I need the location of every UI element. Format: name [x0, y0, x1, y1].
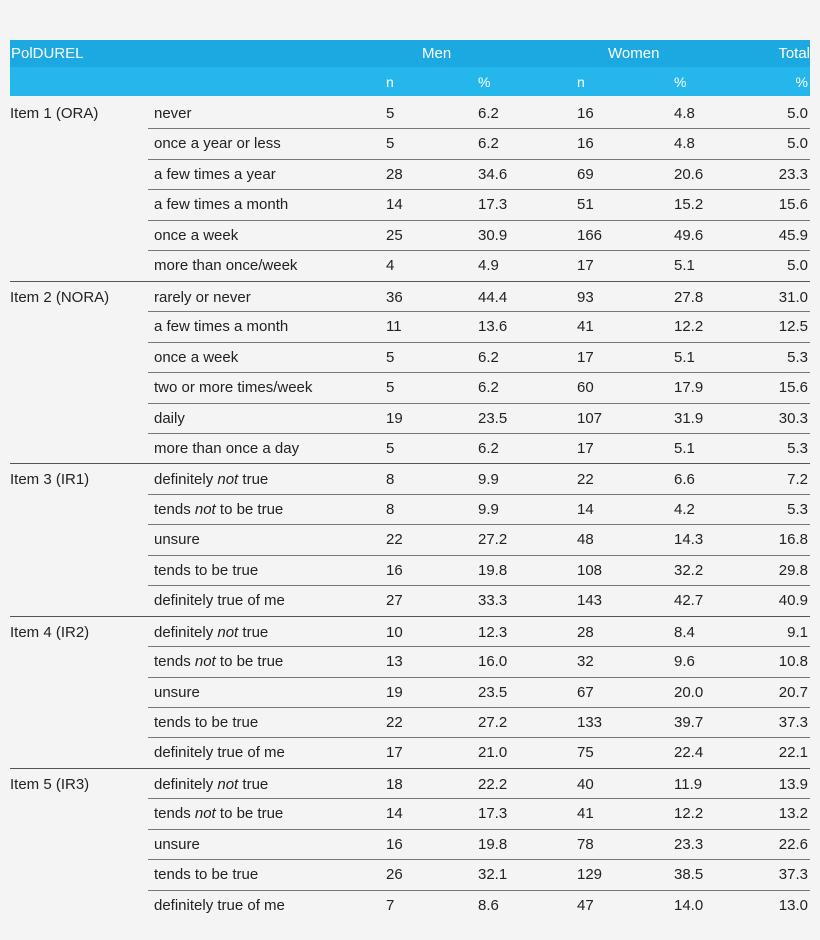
women-n-cell: 75: [577, 744, 594, 762]
men-n-cell: 5: [386, 348, 395, 366]
men-pct-cell: 19.8: [478, 561, 508, 579]
response-label: definitely not true: [154, 623, 269, 641]
row-divider: [148, 798, 810, 799]
women-pct-cell: 17.9: [674, 379, 704, 397]
men-n-cell: 13: [386, 653, 403, 671]
subhead-men-n: n: [386, 74, 394, 90]
table-row: [10, 890, 810, 920]
women-n-cell: 143: [577, 592, 603, 610]
response-label: tends to be true: [154, 714, 259, 731]
women-n-cell: 60: [577, 379, 594, 397]
men-n-cell: 28: [386, 165, 403, 183]
total-pct-cell: 15.6: [778, 379, 808, 397]
row-divider: [148, 220, 810, 221]
women-pct-cell: 20.6: [674, 165, 704, 183]
table-row: [10, 433, 810, 463]
subhead-men-pct: %: [478, 74, 491, 90]
men-n-cell: 25: [386, 226, 403, 244]
men-n-cell: 5: [386, 105, 395, 122]
men-pct-cell: 6.2: [478, 105, 499, 122]
women-n-cell: 14: [577, 500, 594, 518]
total-pct-cell: 5.3: [787, 500, 808, 518]
total-pct-cell: 5.0: [787, 105, 808, 122]
women-pct-cell: 12.2: [674, 805, 704, 823]
response-label: daily: [154, 409, 185, 427]
men-n-cell: 19: [386, 683, 403, 701]
women-pct-cell: 14.3: [674, 531, 704, 549]
total-pct-cell: 13.9: [778, 775, 808, 793]
table-row: [10, 616, 810, 647]
women-pct-cell: 4.8: [674, 105, 695, 122]
row-divider: [148, 585, 810, 586]
row-divider: [148, 890, 810, 891]
row-divider: [148, 342, 810, 343]
row-divider: [148, 555, 810, 556]
total-pct-cell: 9.1: [787, 623, 808, 641]
men-pct-cell: 13.6: [478, 318, 508, 336]
row-divider: [148, 372, 810, 373]
table-row: [10, 737, 810, 767]
women-pct-cell: 4.2: [674, 500, 695, 518]
women-pct-cell: 12.2: [674, 318, 704, 336]
response-label: rarely or never: [154, 288, 251, 306]
women-pct-cell: 6.6: [674, 471, 695, 489]
men-n-cell: 4: [386, 257, 395, 275]
women-n-cell: 69: [577, 165, 594, 183]
men-pct-cell: 9.9: [478, 471, 499, 489]
total-pct-cell: 31.0: [778, 288, 808, 306]
response-label: definitely true of me: [154, 592, 285, 610]
table-row: [10, 281, 810, 312]
subhead-total-pct: %: [795, 74, 808, 90]
response-label: once a week: [154, 348, 239, 366]
women-n-cell: 17: [577, 439, 594, 457]
women-pct-cell: 31.9: [674, 409, 704, 427]
women-n-cell: 16: [577, 135, 594, 153]
table-row: [10, 98, 810, 128]
response-label: definitely true of me: [154, 744, 285, 762]
row-divider: [148, 737, 810, 738]
men-pct-cell: 4.9: [478, 257, 499, 275]
item-label: Item 1 (ORA): [10, 105, 99, 122]
total-pct-cell: 20.7: [778, 683, 808, 701]
total-pct-cell: 5.0: [787, 257, 808, 275]
item-label: Item 4 (IR2): [10, 623, 90, 641]
row-divider: [148, 829, 810, 830]
total-pct-cell: 37.3: [778, 866, 808, 884]
total-pct-cell: 45.9: [778, 226, 808, 244]
total-pct-cell: 13.2: [778, 805, 808, 823]
response-label: a few times a year: [154, 165, 276, 183]
men-n-cell: 8: [386, 500, 395, 518]
men-n-cell: 16: [386, 835, 403, 853]
response-label: definitely true of me: [154, 896, 285, 914]
table-row: [10, 311, 810, 341]
women-n-cell: 129: [577, 866, 603, 884]
response-label: a few times a month: [154, 318, 289, 336]
response-label: once a week: [154, 226, 239, 244]
women-n-cell: 32: [577, 653, 594, 671]
women-pct-cell: 5.1: [674, 439, 695, 457]
response-label: tends to be true: [154, 561, 259, 579]
men-pct-cell: 30.9: [478, 226, 508, 244]
response-label: once a year or less: [154, 135, 281, 153]
women-pct-cell: 23.3: [674, 835, 704, 853]
table-row: [10, 494, 810, 524]
men-pct-cell: 6.2: [478, 439, 499, 457]
item-label: Item 5 (IR3): [10, 775, 90, 793]
men-pct-cell: 27.2: [478, 714, 508, 731]
total-pct-cell: 10.8: [778, 653, 808, 671]
men-n-cell: 18: [386, 775, 403, 793]
women-pct-cell: 42.7: [674, 592, 704, 610]
women-n-cell: 17: [577, 348, 594, 366]
men-pct-cell: 21.0: [478, 744, 508, 762]
table-row: [10, 524, 810, 554]
row-divider: [148, 859, 810, 860]
men-n-cell: 5: [386, 379, 395, 397]
women-pct-cell: 15.2: [674, 196, 704, 214]
response-label: tends to be true: [154, 866, 259, 884]
women-pct-cell: 32.2: [674, 561, 704, 579]
row-divider: [148, 433, 810, 434]
women-n-cell: 16: [577, 105, 594, 122]
total-pct-cell: 22.6: [778, 835, 808, 853]
men-n-cell: 19: [386, 409, 403, 427]
women-n-cell: 166: [577, 226, 603, 244]
men-n-cell: 22: [386, 714, 403, 731]
total-pct-cell: 5.3: [787, 348, 808, 366]
women-pct-cell: 27.8: [674, 288, 704, 306]
table-row: [10, 768, 810, 799]
men-n-cell: 22: [386, 531, 403, 549]
women-n-cell: 107: [577, 409, 603, 427]
women-n-cell: 41: [577, 805, 594, 823]
row-divider: [148, 677, 810, 678]
table-row: [10, 677, 810, 707]
women-n-cell: 28: [577, 623, 594, 641]
table-row: [10, 859, 810, 889]
table-row: [10, 463, 810, 494]
table-row: [10, 798, 810, 828]
men-pct-cell: 19.8: [478, 835, 508, 853]
women-pct-cell: 49.6: [674, 226, 704, 244]
table-row: [10, 555, 810, 585]
men-pct-cell: 23.5: [478, 683, 508, 701]
row-divider: [148, 494, 810, 495]
men-pct-cell: 32.1: [478, 866, 508, 884]
header-men: Men: [422, 45, 452, 62]
men-pct-cell: 6.2: [478, 135, 499, 153]
response-label: tends not to be true: [154, 653, 284, 671]
women-pct-cell: 20.0: [674, 683, 704, 701]
women-pct-cell: 38.5: [674, 866, 704, 884]
table-row: [10, 707, 810, 737]
total-pct-cell: 15.6: [778, 196, 808, 214]
women-pct-cell: 11.9: [674, 775, 703, 793]
men-pct-cell: 44.4: [478, 288, 508, 306]
response-label: definitely not true: [154, 471, 269, 489]
table-row: [10, 342, 810, 372]
row-divider: [148, 311, 810, 312]
total-pct-cell: 13.0: [778, 896, 808, 914]
response-label: never: [154, 105, 192, 122]
response-label: a few times a month: [154, 196, 289, 214]
men-pct-cell: 16.0: [478, 653, 508, 671]
total-pct-cell: 37.3: [778, 714, 808, 731]
women-n-cell: 108: [577, 561, 603, 579]
response-label: unsure: [154, 835, 200, 853]
table-row: [10, 372, 810, 402]
men-pct-cell: 8.6: [478, 896, 499, 914]
men-n-cell: 8: [386, 471, 395, 489]
women-n-cell: 51: [577, 196, 594, 214]
response-label: tends not to be true: [154, 805, 284, 823]
men-n-cell: 7: [386, 896, 395, 914]
women-pct-cell: 39.7: [674, 714, 704, 731]
women-n-cell: 40: [577, 775, 594, 793]
total-pct-cell: 30.3: [778, 409, 808, 427]
men-pct-cell: 17.3: [478, 805, 508, 823]
row-divider: [148, 646, 810, 647]
row-divider: [148, 159, 810, 160]
men-n-cell: 10: [386, 623, 403, 641]
table-row: [10, 159, 810, 189]
row-divider: [148, 189, 810, 190]
row-divider: [148, 524, 810, 525]
women-n-cell: 67: [577, 683, 594, 701]
men-n-cell: 27: [386, 592, 403, 610]
women-pct-cell: 22.4: [674, 744, 704, 762]
total-pct-cell: 16.8: [778, 531, 808, 549]
response-label: two or more times/week: [154, 379, 313, 397]
item-label: Item 3 (IR1): [10, 471, 90, 489]
total-pct-cell: 22.1: [778, 744, 808, 762]
response-label: definitely not true: [154, 775, 269, 793]
total-pct-cell: 7.2: [787, 471, 808, 489]
table-header-subheads: [10, 67, 810, 96]
women-pct-cell: 5.1: [674, 348, 695, 366]
total-pct-cell: 23.3: [778, 165, 808, 183]
men-n-cell: 5: [386, 439, 395, 457]
men-n-cell: 26: [386, 866, 403, 884]
total-pct-cell: 12.5: [778, 318, 808, 336]
women-pct-cell: 4.8: [674, 135, 695, 153]
item-label: Item 2 (NORA): [10, 288, 110, 306]
men-pct-cell: 6.2: [478, 379, 499, 397]
women-n-cell: 133: [577, 714, 603, 731]
table-row: [10, 585, 810, 615]
row-divider: [148, 128, 810, 129]
table-row: [10, 250, 810, 280]
row-divider: [148, 403, 810, 404]
row-divider: [148, 250, 810, 251]
table-row: [10, 829, 810, 859]
response-label: more than once a day: [154, 439, 300, 457]
header-women: Women: [608, 45, 660, 62]
women-n-cell: 78: [577, 835, 594, 853]
men-pct-cell: 34.6: [478, 165, 508, 183]
table-row: [10, 220, 810, 250]
women-n-cell: 17: [577, 257, 594, 275]
men-pct-cell: 9.9: [478, 500, 499, 518]
women-pct-cell: 14.0: [674, 896, 704, 914]
table-header-groups: [10, 40, 810, 67]
men-pct-cell: 12.3: [478, 623, 508, 641]
women-n-cell: 22: [577, 471, 594, 489]
women-n-cell: 93: [577, 288, 594, 306]
women-n-cell: 41: [577, 318, 594, 336]
men-n-cell: 16: [386, 561, 403, 579]
men-pct-cell: 6.2: [478, 348, 499, 366]
men-n-cell: 5: [386, 135, 395, 153]
men-n-cell: 14: [386, 196, 403, 214]
men-n-cell: 36: [386, 288, 403, 306]
header-total: Total: [778, 45, 810, 62]
total-pct-cell: 5.3: [787, 439, 808, 457]
women-pct-cell: 5.1: [674, 257, 695, 275]
row-divider: [148, 707, 810, 708]
table-row: [10, 128, 810, 158]
women-pct-cell: 9.6: [674, 653, 695, 671]
men-pct-cell: 22.2: [478, 775, 508, 793]
response-label: unsure: [154, 531, 200, 549]
men-pct-cell: 17.3: [478, 196, 508, 214]
men-pct-cell: 27.2: [478, 531, 508, 549]
total-pct-cell: 29.8: [778, 561, 808, 579]
response-label: unsure: [154, 683, 200, 701]
men-pct-cell: 33.3: [478, 592, 508, 610]
subhead-women-n: n: [577, 74, 585, 90]
table-title: PolDUREL: [11, 45, 84, 62]
women-n-cell: 48: [577, 531, 594, 549]
men-n-cell: 17: [386, 744, 403, 762]
women-pct-cell: 8.4: [674, 623, 695, 641]
table-row: [10, 189, 810, 219]
table-row: [10, 403, 810, 433]
response-label: tends not to be true: [154, 500, 284, 518]
men-n-cell: 11: [386, 318, 402, 336]
table-row: [10, 646, 810, 676]
subhead-women-pct: %: [674, 74, 687, 90]
men-pct-cell: 23.5: [478, 409, 508, 427]
response-label: more than once/week: [154, 257, 298, 275]
total-pct-cell: 40.9: [778, 592, 808, 610]
men-n-cell: 14: [386, 805, 403, 823]
total-pct-cell: 5.0: [787, 135, 808, 153]
women-n-cell: 47: [577, 896, 594, 914]
